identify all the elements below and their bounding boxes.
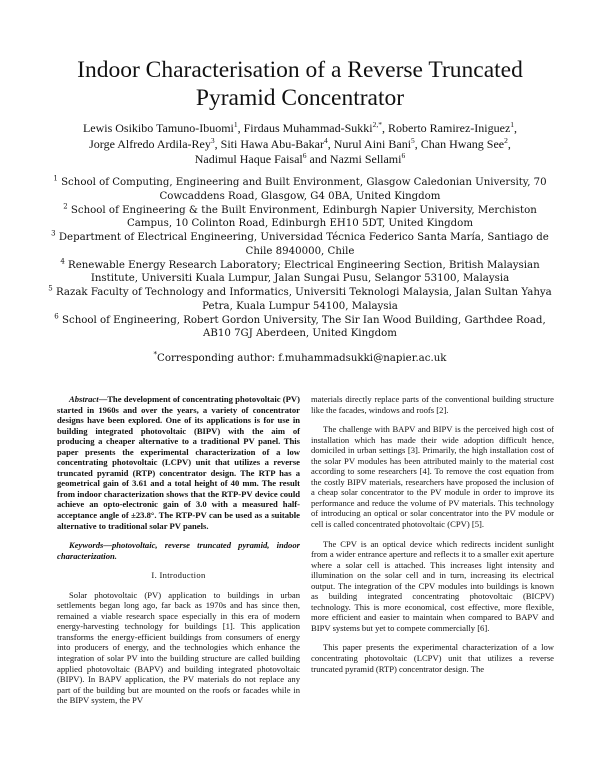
affiliation-text: School of Engineering & the Built Environment, Edinburgh Napier University, Merchiston Campus, 10 Colinton Road, Edinburgh EH10 5DT, United Kingdom	[70, 204, 537, 229]
section-heading: I. Introduction	[151, 570, 206, 581]
affiliation-item	[40, 204, 560, 231]
affiliation-number: 6	[54, 312, 59, 321]
author-name: Jorge Alfredo Ardila-Rey	[89, 136, 211, 151]
author-name: Siti Hawa Abu-Bakar	[220, 136, 324, 151]
affiliation-list	[40, 176, 560, 341]
author-name: Roberto Ramirez-Iniguez	[388, 121, 511, 135]
title-line-1: Indoor Characterisation of a Reverse Truncated	[77, 57, 523, 83]
corresponding-mark: *	[153, 350, 158, 359]
affiliation-item	[40, 286, 560, 313]
body-paragraph: The challenge with BAPV and BIPV is the perceived high cost of installation which has made their wide adoption difficult hence, domiciled in urban settings [3]. Primarily, the high installation cost of the solar PV modules has been attributed mainly to the material cost according to some researchers [4]. To remove the cost equation from the costly BIPV materials, researchers have proposed the inclusion of a cheap solar concentrator to the PV module in order to improve its performance and reduce the volume of PV materials. This technology of introducing an optical or solar concentrator into the PV module or cell is called concentrated photovoltaic (CPV) [5].	[311, 424, 554, 530]
keywords-paragraph	[57, 540, 300, 561]
body-paragraph: The CPV is an optical device which redirects incident sunlight from a wider entrance aperture and reflects it to a smaller exit aperture where a solar cell is attached. This increases light intensity and illumination on the solar cell and in turn, increasing its electrical output. The integration of the CPV modules into buildings is known as building integrated concentrating photovoltaic (BICPV) technology. This is more economical, cost effective, more flexible, more efficient and easier to maintain when compared to BAPV and BIPV systems but yet to compete commercially [6].	[311, 538, 554, 633]
author-affiliation-mark: 6	[302, 151, 307, 160]
author-name: Firdaus Muhammad-Sukki	[243, 121, 373, 135]
body-paragraph: materials directly replace parts of the conventional building structure like the facades, windows and roofs [2].	[311, 394, 554, 415]
abstract-text: —The development of concentrating photovoltaic (PV) started in 1960s and over the years, a variety of concentrator designs have been explored. One of its applications is for use in building integrated photovoltaic (BIPV) with the aim of producing a cheaper alternative to a traditional PV panel. This paper presents the experimental characterization of a low concentrating photovoltaic (LCPV) unit that utilizes a reverse truncated pyramid (RTP) concentrator design. The RTP has a geometrical gain of 3.61 and a total height of 40 mm. The result from indoor characterization shows that the RTP-PV device could achieve an opto-electronic gain of 3.0 with a measured half-acceptance angle of ±23.8°. The RTP-PV can be used as a suitable alternative to traditional solar PV panels.	[57, 394, 300, 531]
author-affiliation-mark: 4	[323, 135, 328, 145]
affiliation-item	[40, 314, 560, 341]
affiliation-number: 3	[51, 229, 56, 238]
paper-title	[40, 56, 560, 112]
author-list: Lewis Osikibo Tamuno-Ibuomi$^1$, Firdaus Muhammad-Sukki$^{2,*}$, Roberto Ramirez-Iniguez$^1$, Jorge Alfredo Ardila-Rey$^3$, Siti Hawa Abu-Bakar$^4$, Nurul Aini Bani$^5$, Chan Hwang See$^2$, Nadimul Haque Faisal$^6$ and Nazmi Sellami$^6$	[82, 120, 518, 166]
author-name: Nadimul Haque Faisal	[194, 152, 303, 166]
author-affiliation-mark: 1	[510, 120, 515, 129]
affiliation-text: School of Engineering, Robert Gordon University, The Sir Ian Wood Building, Garthdee Road, AB10 7GJ Aberdeen, United Kingdom	[62, 314, 546, 339]
author-affiliation-mark: 1	[233, 120, 238, 129]
keywords-label: Keywords	[69, 540, 104, 551]
affiliation-text: School of Computing, Engineering and Built Environment, Glasgow Caledonian University, 70 Cowcaddens Road, Glasgow, G4 0BA, United Kingdom	[61, 177, 547, 202]
affiliation-number: 4	[60, 257, 65, 266]
affiliation-text: Razak Faculty of Technology and Informatics, Universiti Teknologi Malaysia, Jalan Sultan Yahya Petra, Kuala Lumpur 54100, Malaysia	[56, 287, 552, 312]
author-affiliation-mark: 5	[411, 135, 415, 145]
affiliation-item	[40, 231, 560, 258]
title-line-2: Pyramid Concentrator	[195, 85, 405, 111]
abstract-paragraph	[57, 394, 300, 531]
keywords-text: —photovoltaic, reverse truncated pyramid, indoor characterization.	[57, 540, 300, 561]
body-paragraph: Solar photovoltaic (PV) application to buildings in urban settlements began long ago, far back as 1970s and has since then, remained a viable research space especially in this era of modern energy-harvesting technology for buildings [1]. This application transforms the energy-efficient buildings from consumers of energy into producers of energy, and the technologies which enhance the integration of solar PV into the building structure are called building applied photovoltaic (BAPV) and building integrated photovoltaic (BIPV). In BAPV application, the PV materials do not replace any part of the building but are mounted on the roofs or facades while in the BIPV system, the PV	[57, 589, 300, 706]
author-affiliation-mark: 6	[401, 151, 406, 160]
left-column	[57, 394, 300, 706]
author-affiliation-mark: 2,*	[372, 120, 382, 129]
body-paragraph: This paper presents the experimental characterization of a low concentrating photovoltaic (LCPV) unit that utilizes a reverse truncated pyramid (RTP) concentrator design. The	[311, 642, 554, 674]
author-affiliation-mark: 3	[210, 135, 215, 145]
corresponding-author-text: Corresponding author: f.muhammadsukki@napier.ac.uk	[157, 353, 447, 364]
author-affiliation-mark: 2	[504, 135, 508, 145]
abstract-label: Abstract	[69, 394, 99, 404]
right-column	[311, 394, 554, 674]
corresponding-author	[40, 352, 560, 365]
affiliation-text: Renewable Energy Research Laboratory; Electrical Engineering Section, British Malaysian Institute, Universiti Kuala Lumpur, Jalan Sungai Pusu, Selangor 53100, Malaysia	[68, 259, 540, 284]
author-name: Nazmi Sellami	[329, 152, 402, 166]
affiliation-item	[40, 259, 560, 286]
affiliation-item	[40, 176, 560, 203]
author-name: Lewis Osikibo Tamuno-Ibuomi	[82, 121, 234, 135]
affiliation-text: Department of Electrical Engineering, Universidad Técnica Federico Santa María, Santiago de Chile 8940000, Chile	[58, 232, 549, 257]
affiliation-number: 2	[63, 202, 68, 211]
affiliation-number: 1	[53, 174, 58, 183]
author-name: Nurul Aini Bani	[333, 136, 412, 151]
author-name: Chan Hwang See	[420, 136, 505, 151]
affiliation-number: 5	[48, 284, 53, 293]
